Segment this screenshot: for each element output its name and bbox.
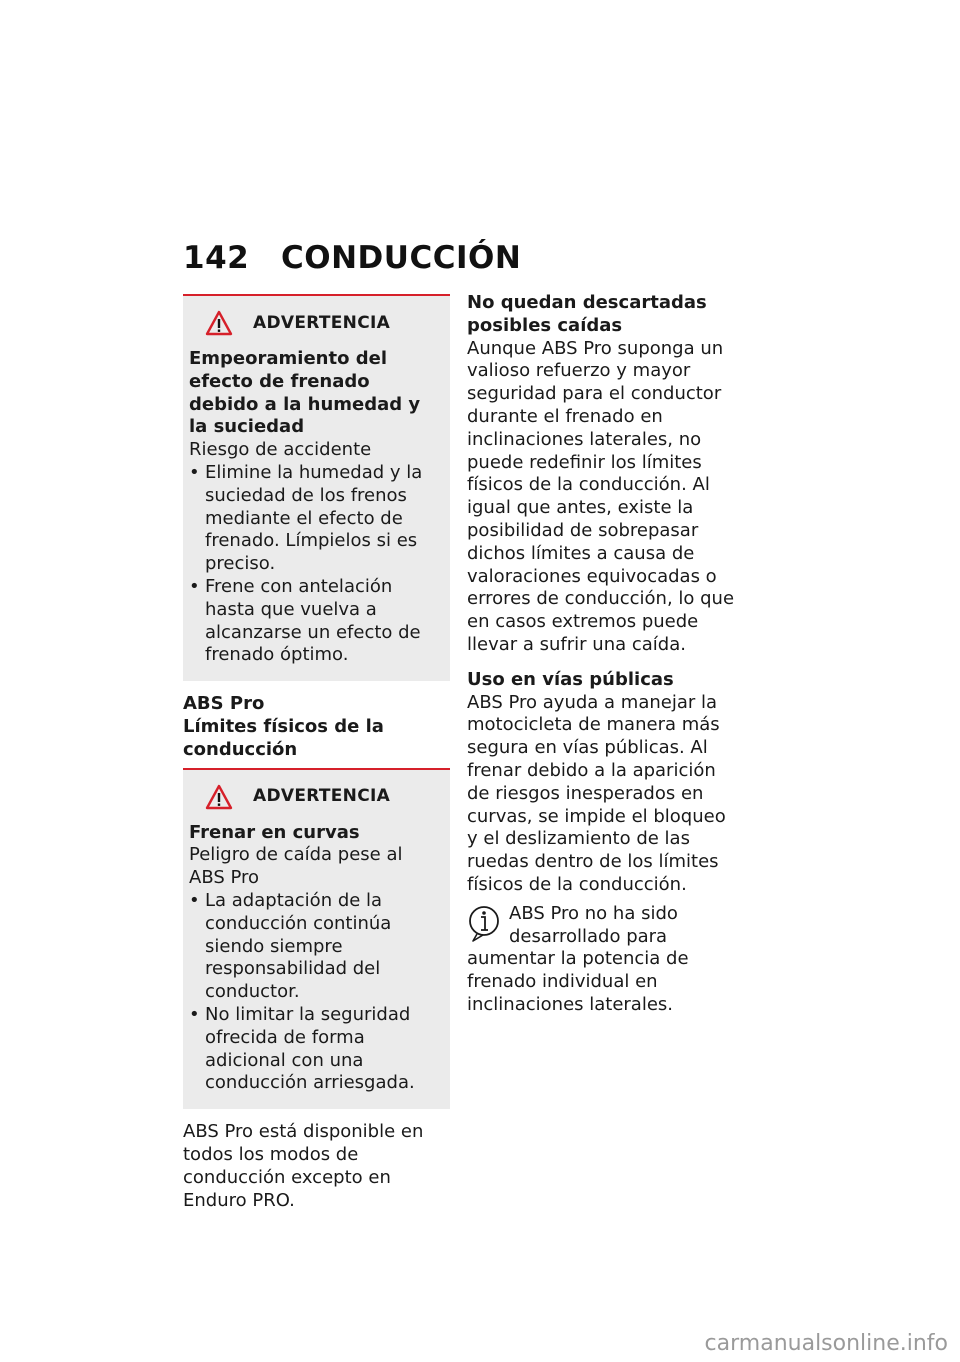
list-item: • Frene con antelación hasta que vuelva a alcanzarse un efecto de frenado óptimo. — [189, 576, 442, 667]
warning-bullet-list — [189, 890, 442, 1095]
page-header — [183, 240, 521, 276]
info-note-text: ABS Pro no ha sido desarrollado para aumentar la potencia de frenado individual en inclinaciones laterales. — [467, 902, 689, 1015]
warning-title: Frenar en curvas — [189, 821, 360, 843]
availability-paragraph: ABS Pro está disponible en todos los modos de conducción excepto en Enduro PRO. — [183, 1121, 424, 1211]
warning-triangle-icon — [205, 310, 233, 336]
section-text: ABS Pro ayuda a manejar la motocicleta de manera más segura en vías públicas. Al frenar debido a la aparición de riesgos inesperados en curvas, se impide el bloqueo y el deslizamiento de las ruedas dentro de los límites físicos de la conducción. — [467, 691, 726, 895]
section-title: ABS Pro — [183, 693, 265, 715]
warning-triangle-icon — [205, 784, 233, 810]
info-note — [467, 903, 739, 1017]
warning-risk: Peligro de caída pese al ABS Pro — [189, 844, 403, 889]
section-title: Uso en vías públicas — [467, 668, 674, 690]
left-column — [183, 294, 450, 1212]
page-number: 142 — [183, 240, 250, 276]
section-text: Aunque ABS Pro suponga un valioso refuerzo y mayor seguridad para el conductor durante el frenado en inclinaciones laterales, no puede redefinir los límites físicos de la conducción. Al igual que antes, existe la posibilidad de sobrepasar dichos límites a causa de valoraciones equivocadas o errores de conducción, lo que en casos extremos puede llevar a sufrir una caída. — [467, 337, 735, 655]
warning-box-humidity — [183, 294, 450, 681]
list-item: • No limitar la seguridad ofrecida de forma adicional con una conducción arriesgada. — [189, 1004, 442, 1095]
warning-box-curves — [183, 768, 450, 1110]
right-column — [467, 292, 739, 1017]
warning-risk: Riesgo de accidente — [189, 439, 372, 461]
section-subtitle: Límites físicos de la conducción — [183, 715, 384, 760]
page-title: CONDUCCIÓN — [281, 240, 522, 276]
section-title: No quedan descartadas posibles caídas — [467, 292, 707, 336]
list-item: • La adaptación de la conducción continúa siendo siempre responsabilidad del conductor. — [189, 890, 442, 1004]
list-item: • Elimine la humedad y la suciedad de los frenos mediante el efecto de frenado. Límpielos si es preciso. — [189, 462, 442, 576]
info-icon — [467, 903, 501, 943]
watermark-text: carmanualsonline.info — [704, 1331, 948, 1356]
warning-label: ADVERTENCIA — [253, 312, 391, 333]
warning-bullet-list — [189, 462, 442, 667]
warning-title: Empeoramiento del efecto de frenado debido a la humedad y la suciedad — [189, 348, 421, 438]
warning-label: ADVERTENCIA — [253, 786, 391, 807]
